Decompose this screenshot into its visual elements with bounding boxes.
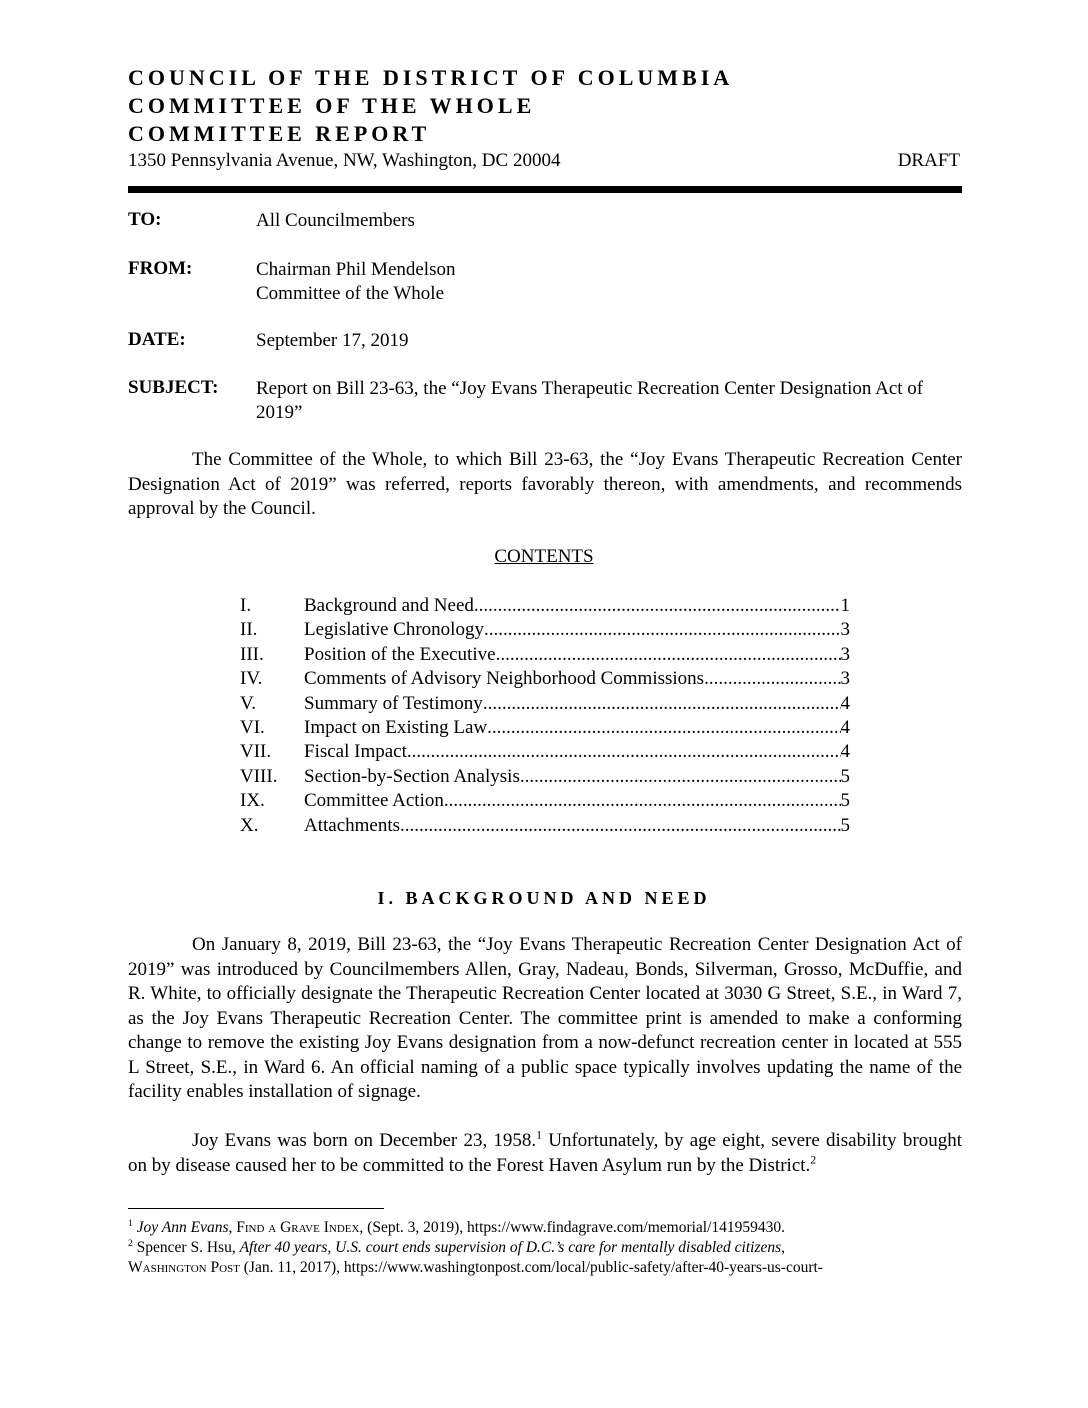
toc-number: IX. <box>240 790 265 812</box>
toc-number: X. <box>240 814 259 836</box>
toc-page-number: 4 <box>840 741 850 763</box>
toc-leader <box>444 789 841 813</box>
footnote-2-number: 2 <box>128 1237 133 1249</box>
birth-text: Joy Evans was born on December 23, 1958. <box>192 1130 537 1151</box>
council-address: 1350 Pennsylvania Avenue, NW, Washington, DC 20004 <box>128 150 561 171</box>
footnote-1-rest: , (Sept. 3, 2019), https://www.findagrave.com/memorial/141959430. <box>359 1219 786 1236</box>
footnote-1-title: Joy Ann Evans <box>136 1219 229 1236</box>
toc-page-number: 4 <box>840 692 850 714</box>
toc-row[interactable] <box>240 667 850 691</box>
from-committee: Committee of the Whole <box>256 283 445 304</box>
toc-leader <box>484 618 841 642</box>
footnote-1-source: Find a Grave Index <box>236 1219 360 1236</box>
toc-page-number: 4 <box>840 716 850 738</box>
toc-title: Attachments <box>304 814 401 836</box>
date-label: DATE: <box>128 329 186 350</box>
toc-page-number: 3 <box>840 643 850 665</box>
footnote-ref-1[interactable]: 1 <box>536 1128 543 1142</box>
toc-leader <box>474 594 841 618</box>
toc-leader <box>483 692 841 716</box>
toc-row[interactable] <box>240 716 850 740</box>
toc-number: III. <box>240 643 264 665</box>
toc-title: Fiscal Impact <box>304 741 407 763</box>
background-paragraph: On January 8, 2019, Bill 23-63, the “Joy Evans Therapeutic Recreation Center Designation Act of 2019” was introduced by Councilmembers Allen, Gray, Nadeau, Bonds, Silverman, Grosso, McDuffie, and R. White, to officially designate the Therapeutic Recreation Center located at 3030 G Street, S.E., in Ward 7, as the Joy Evans Therapeutic Recreation Center. The committee print is amended to make a conforming change to remove the existing Joy Evans designation from a now-defunct recreation center in located at 555 L Street, S.E., in Ward 6. An official naming of a public space typically involves updating the name of the facility enables installation of signage. <box>128 934 962 1102</box>
to-value: All Councilmembers <box>256 210 415 231</box>
toc-row[interactable] <box>240 814 850 838</box>
footnote-ref-2[interactable]: 2 <box>810 1153 817 1167</box>
report-type-heading: COMMITTEE REPORT <box>128 121 431 146</box>
toc-page-number: 5 <box>840 790 850 812</box>
to-label: TO: <box>128 209 162 230</box>
toc-page-number: 5 <box>840 765 850 787</box>
subject-value: Report on Bill 23-63, the “Joy Evans Therapeutic Recreation Center Designation Act of 2019” <box>256 378 924 423</box>
toc-number: VI. <box>240 716 265 738</box>
draft-status: DRAFT <box>897 150 960 171</box>
toc-number: VII. <box>240 741 272 763</box>
toc-row[interactable] <box>240 643 850 667</box>
toc-title: Impact on Existing Law <box>304 716 488 738</box>
section-heading: I. BACKGROUND AND NEED <box>377 888 711 908</box>
header-rule <box>128 186 962 193</box>
footnote-2-source: Washington Post <box>128 1259 240 1276</box>
footnote-1: $^1$ Joy Ann Evans, Find a Grave Index, (Sept. 3, 2019), https://www.findagrave.com/memorial/141959430. <box>128 1217 786 1236</box>
toc-row[interactable] <box>240 740 850 764</box>
toc-row[interactable] <box>240 789 850 813</box>
council-heading: COUNCIL OF THE DISTRICT OF COLUMBIA <box>128 65 734 90</box>
toc-row[interactable] <box>240 765 850 789</box>
toc-title: Section-by-Section Analysis <box>304 765 520 787</box>
toc-number: IV. <box>240 668 263 690</box>
toc-page-number: 5 <box>840 814 850 836</box>
from-name: Chairman Phil Mendelson <box>256 259 456 280</box>
toc-title: Comments of Advisory Neighborhood Commissions <box>304 668 705 690</box>
footnote-2-rest: (Jan. 11, 2017), https://www.washingtonpost.com/local/public-safety/after-40-years-us-court- <box>239 1259 823 1276</box>
subject-label: SUBJECT: <box>128 377 219 398</box>
toc-leader <box>704 667 840 691</box>
footnotes <box>128 1218 962 1278</box>
asylum-text: Unfortunately, by age eight, severe disability brought on by disease caused her to be committed to the Forest Haven Asylum run by the District. <box>128 1130 962 1176</box>
footnote-2-continued <box>128 1258 962 1278</box>
contents-title: CONTENTS <box>494 546 594 567</box>
date-value: September 17, 2019 <box>256 330 409 351</box>
toc-page-number: 3 <box>840 668 850 690</box>
toc-title: Legislative Chronology <box>304 619 484 641</box>
footnote-2-comma: , <box>781 1239 786 1256</box>
footnote-2-title: After 40 years, U.S. court ends supervision of D.C.’s care for mentally disabled citizens <box>239 1239 782 1256</box>
table-of-contents <box>240 594 850 838</box>
footnote-2 <box>128 1238 962 1258</box>
toc-number: V. <box>240 692 257 714</box>
from-label: FROM: <box>128 258 193 279</box>
toc-title: Background and Need <box>304 595 474 616</box>
footnote-1-number: 1 <box>128 1217 133 1229</box>
toc-row[interactable] <box>240 594 850 618</box>
intro-paragraph: The Committee of the Whole, to which Bill 23-63, the “Joy Evans Therapeutic Recreation Center Designation Act of 2019” was referred, reports favorably thereon, with amendments, and recommends approval by the Council. <box>128 449 962 519</box>
footnote-rule <box>128 1208 384 1209</box>
toc-number: I. <box>240 595 252 616</box>
toc-leader <box>520 765 841 789</box>
toc-leader <box>487 716 840 740</box>
toc-row[interactable] <box>240 618 850 642</box>
toc-page-number: 1 <box>840 595 850 616</box>
birth-paragraph <box>128 1129 962 1178</box>
toc-number: VIII. <box>240 765 278 787</box>
toc-leader <box>400 814 840 838</box>
toc-title: Position of the Executive <box>304 643 496 665</box>
toc-leader <box>407 740 841 764</box>
toc-number: II. <box>240 619 258 641</box>
toc-title: Committee Action <box>304 790 444 812</box>
toc-row[interactable] <box>240 692 850 716</box>
toc-page-number: 3 <box>840 619 850 641</box>
committee-heading: COMMITTEE OF THE WHOLE <box>128 93 536 118</box>
footnote-2-author: Spencer S. Hsu, <box>136 1239 240 1256</box>
toc-title: Summary of Testimony <box>304 692 483 714</box>
toc-leader <box>496 643 841 667</box>
